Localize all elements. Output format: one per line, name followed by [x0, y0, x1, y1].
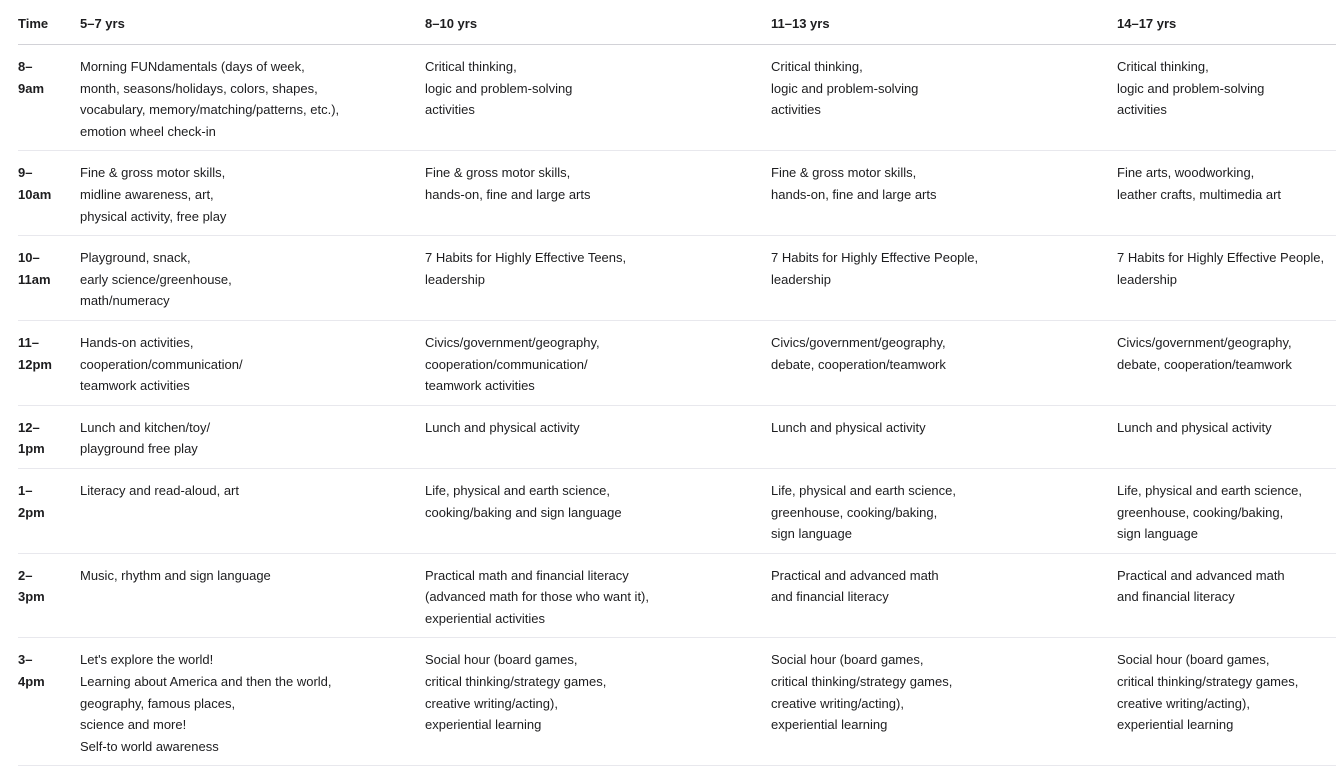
time-slot-cell	[18, 320, 80, 405]
activity-line: cooking/baking and sign language	[425, 504, 622, 520]
activity-line: Critical thinking,	[425, 59, 517, 74]
activity-cell	[771, 638, 1117, 766]
activity-cell	[1117, 553, 1336, 638]
time-slot-line: 11–	[18, 334, 39, 350]
header-time: Time	[18, 0, 80, 45]
activity-line: critical thinking/strategy games,	[425, 674, 607, 690]
table-row	[18, 468, 1336, 553]
header-age-11-13: 11–13 yrs	[771, 0, 1117, 45]
time-slot-line: 10am	[18, 186, 52, 202]
activity-cell	[771, 151, 1117, 236]
time-slot-line: 12pm	[18, 356, 52, 372]
activity-line: Lunch and physical activity	[771, 419, 926, 435]
activity-line: Learning about America and then the world,	[80, 674, 332, 690]
activity-line: Music, rhythm and sign language	[80, 567, 271, 583]
activity-cell	[771, 553, 1117, 638]
activity-line: Fine & gross motor skills,	[425, 165, 571, 181]
time-slot-line: 2pm	[18, 504, 45, 520]
activity-cell	[80, 468, 425, 553]
activity-line: sign language	[1117, 526, 1198, 542]
table-row	[18, 151, 1336, 236]
activity-line: 7 Habits for Highly Effective People,	[771, 250, 979, 266]
activity-line: Life, physical and earth science,	[1117, 482, 1302, 498]
header-row	[18, 0, 1336, 45]
activity-line: cooperation/communication/	[425, 356, 588, 372]
activity-line: leather crafts, multimedia art	[1117, 186, 1282, 202]
activity-line: creative writing/acting),	[771, 695, 904, 711]
activity-cell	[80, 45, 425, 151]
table-row	[18, 320, 1336, 405]
activity-line: debate, cooperation/teamwork	[771, 356, 946, 372]
activity-line: Playground, snack,	[80, 250, 191, 266]
activity-line: hands-on, fine and large arts	[425, 186, 591, 202]
activity-line: Fine & gross motor skills,	[80, 165, 226, 181]
schedule-header	[18, 0, 1336, 45]
header-age-5-7: 5–7 yrs	[80, 0, 425, 45]
activity-line: critical thinking/strategy games,	[1117, 674, 1299, 690]
time-slot-cell	[18, 151, 80, 236]
activity-line: Life, physical and earth science,	[771, 482, 956, 498]
activity-line: Hands-on activities,	[80, 334, 194, 350]
activity-line: logic and problem-solving	[1117, 80, 1265, 96]
activity-line: teamwork activities	[425, 378, 535, 394]
activity-line: 7 Habits for Highly Effective Teens,	[425, 250, 627, 266]
activity-line: Critical thinking,	[771, 59, 863, 74]
activity-line: Practical and advanced math	[771, 567, 939, 583]
activity-line: leadership	[771, 271, 831, 287]
activity-cell	[80, 405, 425, 468]
activity-cell	[1117, 468, 1336, 553]
activity-line: Lunch and physical activity	[1117, 419, 1272, 435]
activity-line: Practical and advanced math	[1117, 567, 1285, 583]
activity-line: experiential learning	[771, 717, 888, 733]
activity-cell	[771, 45, 1117, 151]
activity-cell	[1117, 45, 1336, 151]
activity-cell	[1117, 236, 1336, 321]
activity-line: teamwork activities	[80, 378, 190, 394]
activity-line: midline awareness, art,	[80, 186, 214, 202]
activity-line: Life, physical and earth science,	[425, 482, 610, 498]
activity-line: Social hour (board games,	[425, 652, 578, 668]
activity-line: creative writing/acting),	[1117, 695, 1250, 711]
activity-cell	[80, 151, 425, 236]
table-row	[18, 638, 1336, 766]
activity-line: and financial literacy	[771, 589, 889, 605]
time-slot-cell	[18, 638, 80, 766]
time-slot-line: 9am	[18, 80, 45, 96]
activity-line: Lunch and physical activity	[425, 419, 580, 435]
schedule-body	[18, 45, 1336, 766]
activity-cell	[80, 236, 425, 321]
activity-cell	[1117, 151, 1336, 236]
activity-line: Fine arts, woodworking,	[1117, 165, 1255, 181]
activity-cell	[425, 151, 771, 236]
time-slot-cell	[18, 45, 80, 151]
activity-line: Lunch and kitchen/toy/	[80, 419, 211, 435]
activity-line: hands-on, fine and large arts	[771, 186, 937, 202]
activity-line: creative writing/acting),	[425, 695, 558, 711]
activity-line: activities	[771, 102, 821, 118]
activity-line: experiential activities	[425, 610, 545, 626]
activity-cell	[1117, 320, 1336, 405]
time-slot-cell	[18, 405, 80, 468]
activity-line: Let's explore the world!	[80, 652, 214, 668]
time-slot-line: 1–	[18, 482, 33, 498]
activity-line: Civics/government/geography,	[771, 334, 946, 350]
table-row	[18, 553, 1336, 638]
activity-line: experiential learning	[1117, 717, 1234, 733]
activity-line: Self-to world awareness	[80, 738, 219, 754]
activity-cell	[425, 45, 771, 151]
activity-line: Practical math and financial literacy	[425, 567, 629, 583]
activity-line: debate, cooperation/teamwork	[1117, 356, 1292, 372]
time-slot-line: 11am	[18, 271, 51, 287]
time-slot-line: 4pm	[18, 674, 45, 690]
activity-cell	[771, 236, 1117, 321]
schedule-table	[18, 0, 1336, 766]
activity-cell	[425, 553, 771, 638]
time-slot-line: 12–	[18, 419, 40, 435]
header-age-8-10: 8–10 yrs	[425, 0, 771, 45]
activity-cell	[1117, 405, 1336, 468]
activity-line: geography, famous places,	[80, 695, 236, 711]
activity-line: playground free play	[80, 441, 198, 457]
time-slot-line: 3–	[18, 652, 33, 668]
activity-cell	[425, 320, 771, 405]
activity-line: Civics/government/geography,	[1117, 334, 1292, 350]
activity-cell	[771, 405, 1117, 468]
activity-line: physical activity, free play	[80, 208, 227, 224]
activity-line: Literacy and read-aloud, art	[80, 482, 239, 498]
activity-line: and financial literacy	[1117, 589, 1235, 605]
activity-cell	[425, 638, 771, 766]
activity-cell	[771, 468, 1117, 553]
time-slot-line: 10–	[18, 250, 40, 266]
activity-line: experiential learning	[425, 717, 542, 733]
activity-line: vocabulary, memory/matching/patterns, etc.),	[80, 102, 340, 118]
time-slot-cell	[18, 553, 80, 638]
time-slot-line: 8–	[18, 59, 33, 74]
activity-line: Fine & gross motor skills,	[771, 165, 917, 181]
activity-line: science and more!	[80, 717, 187, 733]
activity-cell	[771, 320, 1117, 405]
activity-cell	[80, 638, 425, 766]
activity-line: logic and problem-solving	[771, 80, 919, 96]
activity-line: activities	[1117, 102, 1167, 118]
header-age-14-17: 14–17 yrs	[1117, 0, 1336, 45]
time-slot-line: 9–	[18, 165, 33, 181]
activity-line: math/numeracy	[80, 293, 170, 309]
activity-line: emotion wheel check-in	[80, 123, 216, 139]
activity-line: critical thinking/strategy games,	[771, 674, 953, 690]
activity-line: 7 Habits for Highly Effective People,	[1117, 250, 1325, 266]
activity-line: Civics/government/geography,	[425, 334, 600, 350]
table-row	[18, 236, 1336, 321]
time-slot-cell	[18, 236, 80, 321]
activity-line: greenhouse, cooking/baking,	[1117, 504, 1284, 520]
activity-line: leadership	[1117, 271, 1177, 287]
time-slot-line: 2–	[18, 567, 33, 583]
activity-cell	[80, 320, 425, 405]
activity-line: Morning FUNdamentals (days of week,	[80, 59, 305, 74]
activity-line: Critical thinking,	[1117, 59, 1209, 74]
activity-line: greenhouse, cooking/baking,	[771, 504, 938, 520]
time-slot-line: 3pm	[18, 589, 45, 605]
activity-line: sign language	[771, 526, 852, 542]
activity-cell	[80, 553, 425, 638]
table-row	[18, 405, 1336, 468]
activity-cell	[425, 405, 771, 468]
activity-line: logic and problem-solving	[425, 80, 573, 96]
activity-line: (advanced math for those who want it),	[425, 589, 650, 605]
activity-cell	[1117, 638, 1336, 766]
activity-line: activities	[425, 102, 475, 118]
activity-cell	[425, 468, 771, 553]
activity-line: early science/greenhouse,	[80, 271, 232, 287]
activity-line: Social hour (board games,	[771, 652, 924, 668]
activity-cell	[425, 236, 771, 321]
activity-line: cooperation/communication/	[80, 356, 243, 372]
activity-line: Social hour (board games,	[1117, 652, 1270, 668]
activity-line: leadership	[425, 271, 485, 287]
activity-line: month, seasons/holidays, colors, shapes,	[80, 80, 318, 96]
time-slot-cell	[18, 468, 80, 553]
time-slot-line: 1pm	[18, 441, 45, 457]
table-row	[18, 45, 1336, 151]
